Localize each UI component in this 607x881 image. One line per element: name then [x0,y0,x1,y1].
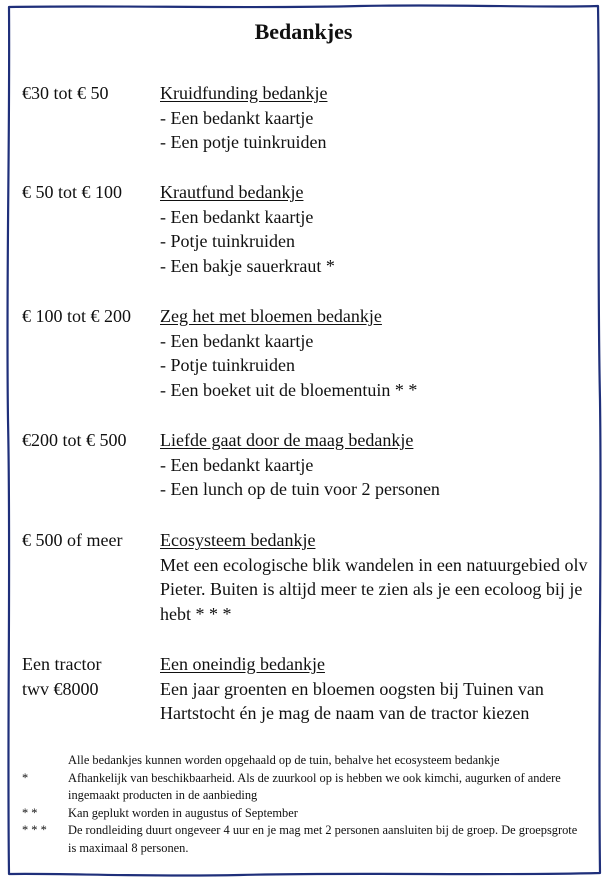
tier-item: - Potje tuinkruiden [160,355,295,376]
tier-heading: Zeg het met bloemen bedankje [160,306,382,326]
tier-price [22,528,160,553]
footnote-text: Afhankelijk van beschikbaarheid. Als de zuurkool op is hebben we ook kimchi, augurken of andere ingemaakt producten in de aanbieding [68,770,561,803]
tier-description [160,652,592,726]
tier-description [160,428,592,502]
tier-price [22,304,160,329]
tier-heading: Liefde gaat door de maag bedankje [160,430,414,450]
tier-description [160,180,592,278]
tier-item: - Een boeket uit de bloementuin * * [160,379,418,400]
tier-price [22,652,160,701]
tier-item: - Een potje tuinkruiden [160,132,327,153]
tier-heading: Kruidfunding bedankje [160,83,328,103]
tier-heading: Krautfund bedankje [160,182,304,202]
tier-price-line: Een tractor [22,654,102,674]
footnote-text: Alle bedankjes kunnen worden opgehaald op de tuin, behalve het ecosysteem bedankje [68,753,500,767]
footnote-mark: * * [22,805,38,820]
tier-description [160,304,592,402]
tier-price-line: twv €8000 [22,678,99,699]
tier-price [22,81,160,106]
tier-price-line: € 100 tot € 200 [22,306,132,326]
tier-paragraph: Een jaar groenten en bloemen oogsten bij Tuinen van Hartstocht én je mag de naam van de tractor kiezen [160,678,544,724]
tier-item: - Een bedankt kaartje [160,206,314,227]
footnotes [22,752,587,858]
footnote-text: De rondleiding duurt ongeveer 4 uur en je mag met 2 personen aansluiten bij de groep. De groepsgrote is maximaal 8 personen. [68,823,578,855]
footnote-mark: * * * [22,823,47,838]
footnote [22,822,587,857]
footnote [22,770,587,805]
tier-price [22,180,160,205]
tier-item: - Een bedankt kaartje [160,454,314,475]
tier-paragraph: Met een ecologische blik wandelen in een natuurgebied olv Pieter. Buiten is altijd meer te zien als je een ecoloog bij je hebt * * * [160,554,588,624]
footnote [22,805,587,823]
tier-heading: Ecosysteem bedankje [160,530,316,550]
tier-heading: Een oneindig bedankje [160,654,325,674]
tier-price [22,428,160,453]
tier-price-line: € 50 tot € 100 [22,182,123,202]
tier-price-line: € 500 of meer [22,530,123,550]
tier-item: - Een bedankt kaartje [160,330,314,351]
tier-description [160,81,592,155]
tier-price-line: €30 tot € 50 [22,83,109,103]
page-title: Bedankjes [254,19,353,44]
footnote [22,752,587,770]
tier-price-line: €200 tot € 500 [22,430,127,450]
tier-item: - Een lunch op de tuin voor 2 personen [160,479,440,500]
tier-item: - Potje tuinkruiden [160,231,295,252]
footnote-text: Kan geplukt worden in augustus of September [68,805,298,820]
tier-description [160,528,592,626]
footnote-mark: * [22,770,29,785]
tier-item: - Een bakje sauerkraut * [160,255,335,276]
tier-item: - Een bedankt kaartje [160,107,314,128]
